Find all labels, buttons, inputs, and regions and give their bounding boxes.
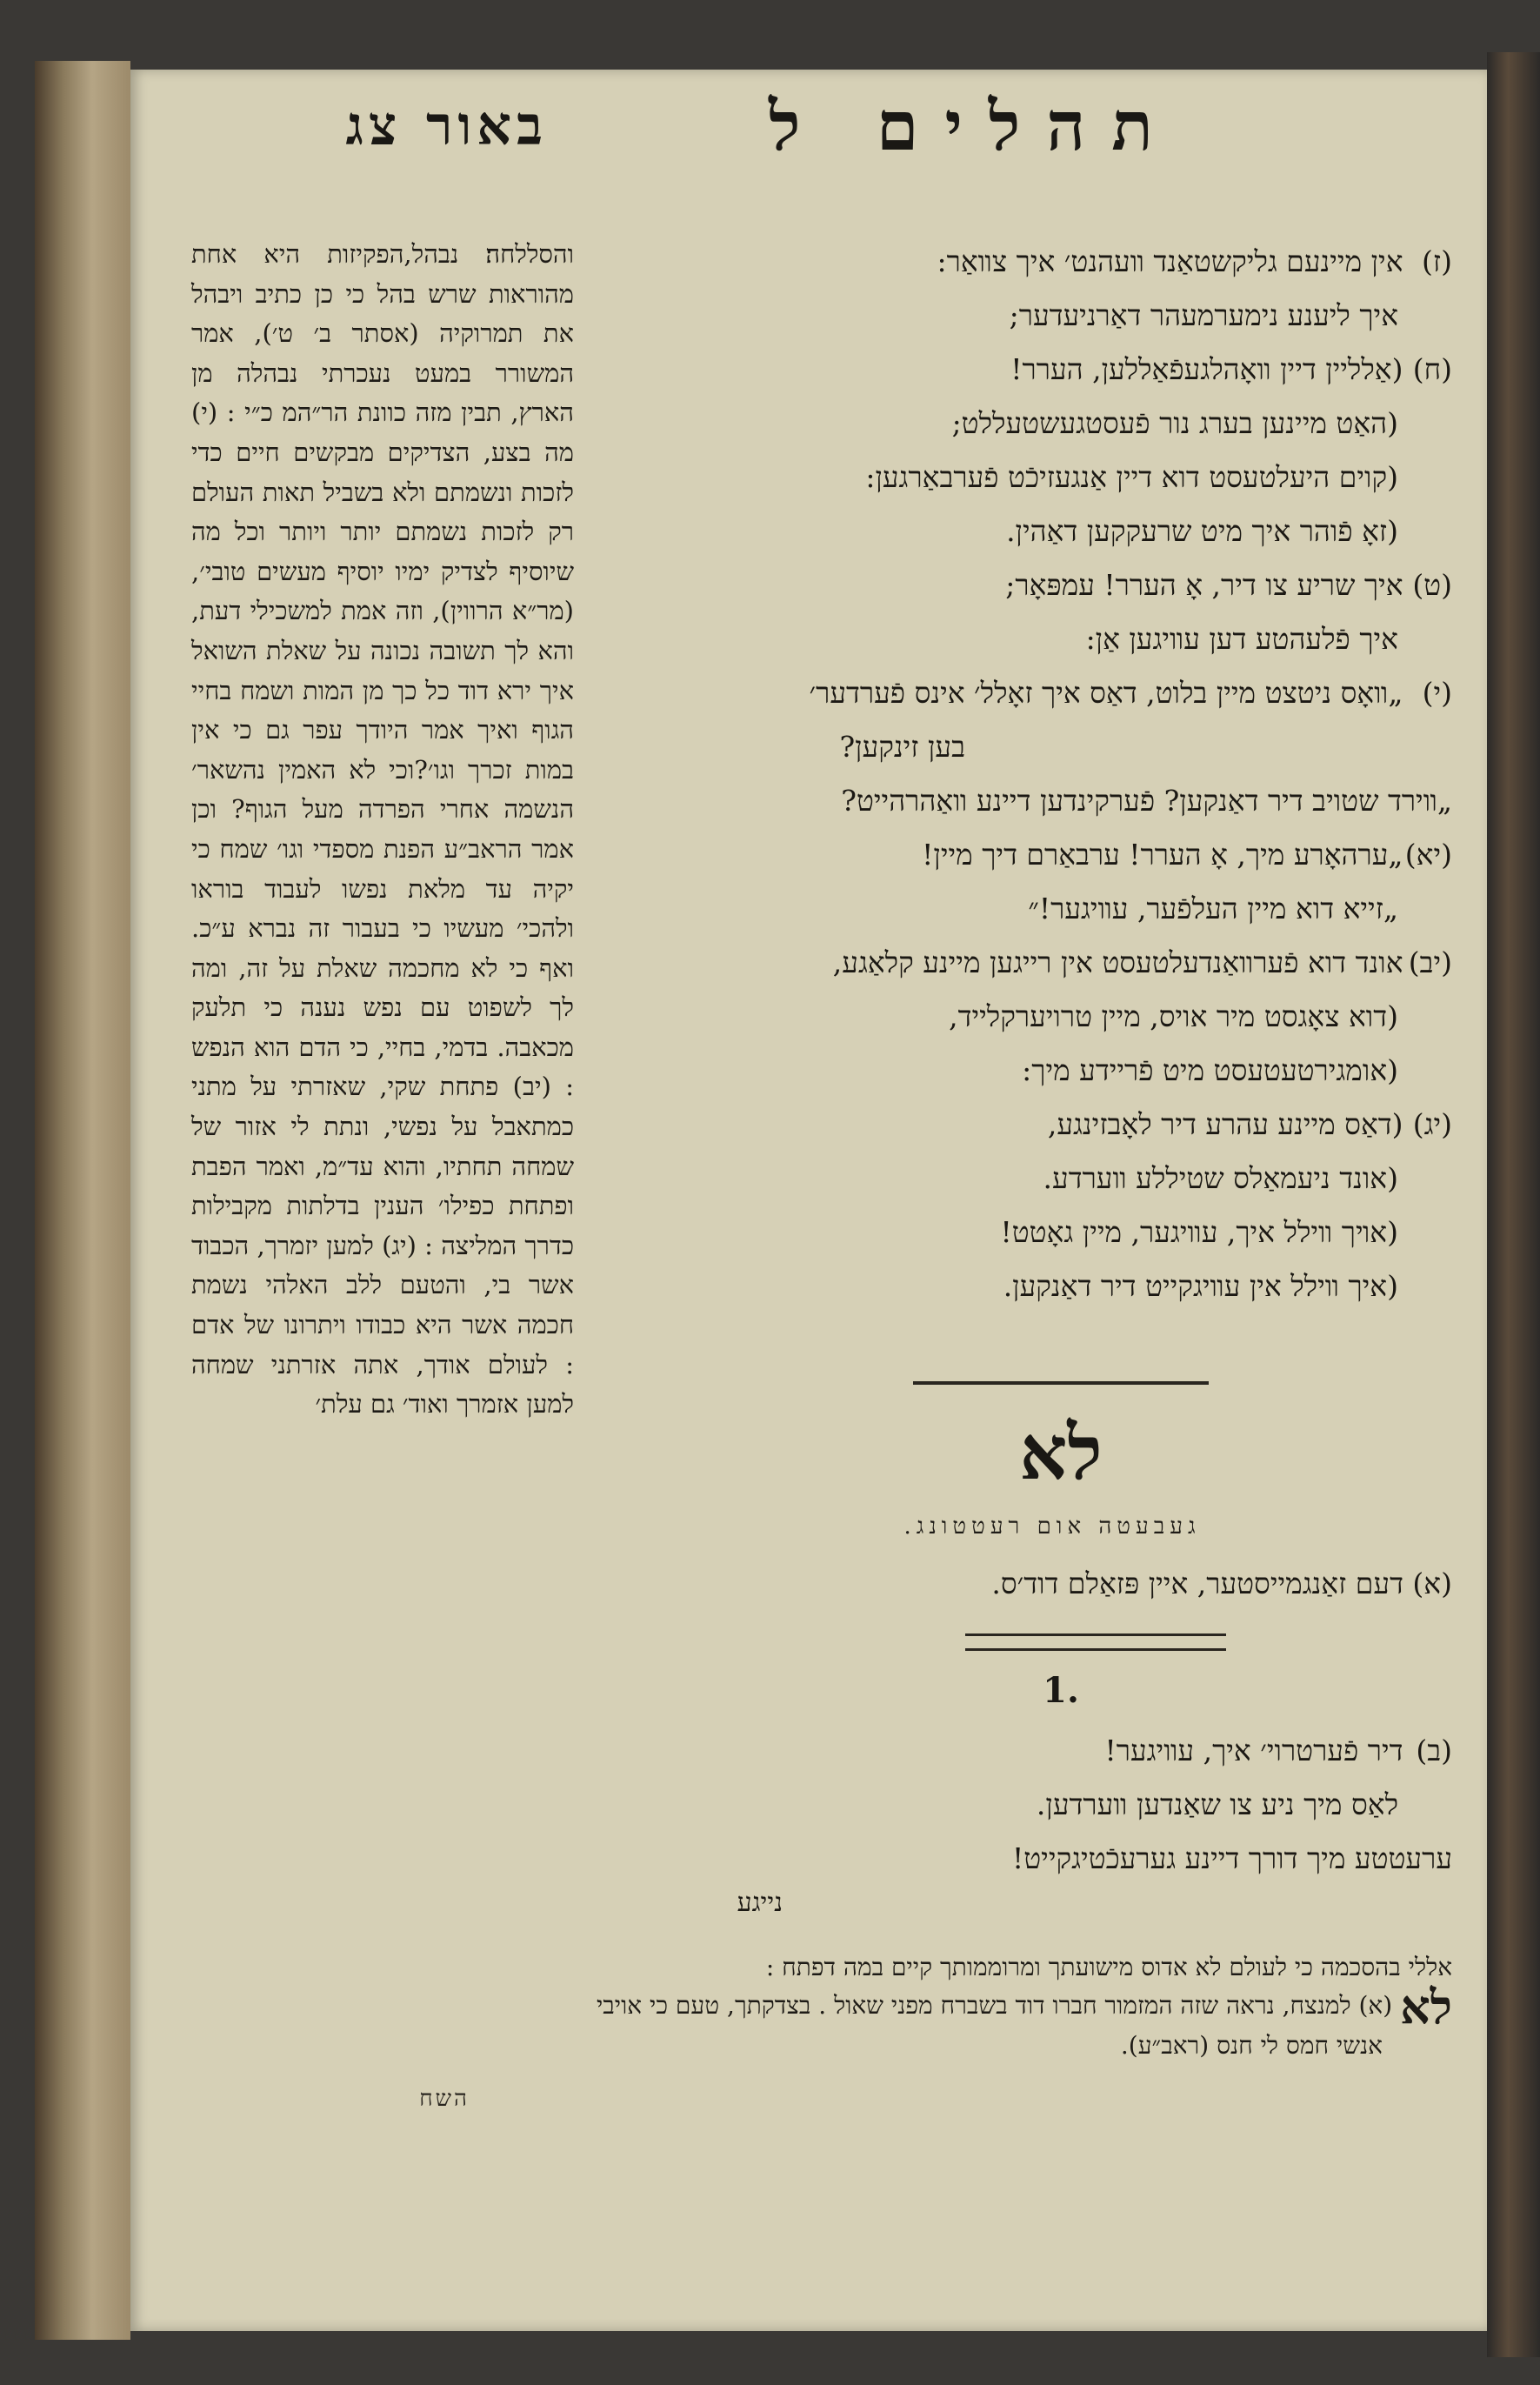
verse-line xyxy=(643,1832,1452,1886)
verse-line xyxy=(643,936,1452,990)
verse-line xyxy=(643,1778,1452,1832)
verse-text: (איך װילל אין עװיגקייט דיר דאַנקען. xyxy=(1003,1269,1398,1303)
verse-text: (אַלליין דיין װאָהלגעפֿאַללען, הערר! xyxy=(1010,352,1403,386)
verse-text: לאַס מיך ניע צו שאַנדען װערדען. xyxy=(1036,1787,1398,1821)
verse-number: (ז) xyxy=(1422,244,1452,278)
verse-text: איך פֿלעהטע דען עװיגען אַן: xyxy=(1085,622,1398,656)
book-edge xyxy=(35,61,130,2340)
verse-number: (ב) xyxy=(1416,1734,1452,1767)
psalm-number: לא xyxy=(1019,1409,1103,1497)
verse-number: (י) xyxy=(1422,676,1452,710)
verse-text: (דוא צאָגסט מיר אויס, מיין טרויערקלייד, xyxy=(949,999,1398,1033)
psalm-30-verses xyxy=(643,235,1452,1313)
footnote-line xyxy=(313,1979,1452,2035)
psalm-superscription: געבעטה אום רעטטונג. xyxy=(903,1513,1201,1540)
section-number: 1. xyxy=(1043,1670,1079,1711)
verse-text: (זאָ פֿוהר איך מיט שרעקקען דאַהין. xyxy=(1006,514,1398,548)
verse-line xyxy=(643,397,1452,451)
psalm-31-verses xyxy=(643,1724,1452,1886)
verse-text: (אונד ניעמאַלס שטיללע װערדע. xyxy=(1043,1161,1398,1195)
psalm-dedication: (א) דעם זאַנגמייסטער, איין פּזאַלם דוד׳ס. xyxy=(991,1567,1452,1600)
verse-line xyxy=(643,504,1452,558)
verse-line xyxy=(643,1098,1452,1152)
verse-line xyxy=(643,720,1452,774)
verse-line xyxy=(643,451,1452,504)
footnote-line-text: (א) למנצח, נראה שזה המזמור חברו דוד בשברח מפני שאול . בצדקתך, טעם כי אויבי xyxy=(596,1991,1393,2020)
printer-signature: השח xyxy=(419,2086,470,2112)
verse-line xyxy=(643,1206,1452,1259)
verse-text: (אױך װילל איך, עװיגער, מיין גאָטט! xyxy=(1000,1215,1398,1249)
verse-text: איך שריע צו דיר, אָ הערר! עמפּאָר; xyxy=(1005,568,1403,602)
verse-line xyxy=(643,882,1452,936)
verse-number: (יב) xyxy=(1408,945,1452,979)
verse-line xyxy=(643,612,1452,666)
verse-line xyxy=(643,235,1452,289)
verse-text: בען זינקען? xyxy=(839,730,965,764)
verse-text: „װירד שטויב דיר דאַנקען? פֿערקינדען דיינע װאַהרהייט? xyxy=(841,784,1452,818)
commentary-column xyxy=(191,235,574,1425)
verse-text: „ערהאָרע מיך, אָ הערר! ערבאַרם דיך מיין! xyxy=(922,838,1403,872)
section-divider xyxy=(913,1381,1209,1385)
verse-number: (ח) xyxy=(1412,352,1452,386)
verse-text: „װאָס ניטצט מיין בלוט, דאַס איך זאָלל׳ אינס פֿערדער׳ xyxy=(809,676,1403,710)
adjacent-page-edge xyxy=(1487,52,1540,2357)
verse-text: (דאַס מיינע עהרע דיר לאָבזינגע, xyxy=(1047,1107,1403,1141)
running-title: תהלים ל xyxy=(769,87,1179,166)
double-rule xyxy=(965,1633,1226,1651)
verse-line xyxy=(643,558,1452,612)
footnote-marker: לא xyxy=(1400,1979,1452,2035)
verse-line xyxy=(643,666,1452,720)
verse-line xyxy=(643,774,1452,828)
verse-text: איך ליענע נימערמעהר דאַרניעדער; xyxy=(1009,298,1398,332)
footnote-line: אללי בהסכמה כי לעולם לא אדוס מישועתך ומרוממותך קיים במה דפתח : xyxy=(765,1953,1452,1981)
verse-text: ערעטטע מיך דורך דיינע גערעכֿטיגקייט! xyxy=(1011,1841,1452,1875)
verse-text: (קוים היעלטעסט דוא דיין אַנגעזיכֿט פֿערבאַרגען: xyxy=(865,460,1398,494)
commentary-paragraph: והסללחה׃ נבהל,הפקיזות היא אחת מהוראות שרש בהל כי כן כתיב ויבהל את תמרוקיה (אסתר ב׳ ט׳), אמר המשורר במעט נעכרתי נבהלה מן הארץ, תבין מזה כוונת הר״המ כ״י : (י) מה בצע, הצדיקים מבקשים חיים כדי לזכות ונשמתם ולא בשביל תאות העולם רק לזכות נשמתם יותר ויותר וכל מה שיוסיף לצדיק ימיו יוסיף מעשים טובי׳, (מר״א הרווין), וזה אמת למשכילי דעת, והא לך תשובה נכונה על שאלת השואל איך ירא דוד כל כך מן המות ושמח בחיי הגוף ואיך אמר היודך עפר גם כי אין במות זכרך וגו׳?וכי לא האמין נהשאר׳ הנשמה אחרי הפרדה מעל הגוף? וכן אמר הראב״ע הפנת מספדי וגו׳ שמח כי יקיה עד מלאת נפשו לעבוד בוראו ולהכי׳ מעשיו כי בעבור זה נברא ע״כ. ואף כי לא מחכמה שאלת על זה, ומה לך לשפוט עם נפש נענה כי תלעק מכאבה. בדמי, בחיי, כי הדם הוא הנפש : (יב) פתחת שקי, שאזרתי על מתני כמתאבל על נפשי, ונתת לי אזור של שמחה תחתיו, והוא עד״מ, ואמר הפבת ופתחת כפילו׳ הענין בדלתות מקבילות כדרך המליצה : (יג) למען יזמרך, הכבוד אשר בי, והטעם ללב האלהי נשמת חכמה אשר היא כבודו ויתרונו של אדם : לעולם אודך, אתה אזרתני שמחה למען אזמרך ואוד׳ גם עלת׳ xyxy=(191,239,574,1420)
commentary-title: באור צג xyxy=(345,94,548,157)
verse-text: דיר פֿערטרוי׳ איך, עװיגער! xyxy=(1104,1734,1403,1767)
verse-line xyxy=(643,1259,1452,1313)
verse-line xyxy=(643,1044,1452,1098)
verse-text: אונד דוא פֿערװאַנדעלטעסט אין רייגען מיינע קלאַגע, xyxy=(832,945,1403,979)
verse-line xyxy=(643,343,1452,397)
verse-line xyxy=(643,990,1452,1044)
verse-text: (אומגירטעטעסט מיט פֿריידע מיך: xyxy=(1022,1053,1398,1087)
verse-line xyxy=(643,1724,1452,1778)
footnote-line: אנשי חמס לי חנס (ראב״ע). xyxy=(1120,2030,1383,2060)
verse-line xyxy=(643,1152,1452,1206)
verse-text: אין מיינעם גליקשטאַנד װעהנט׳ איך צװאַר: xyxy=(937,244,1403,278)
verse-number: (יג) xyxy=(1412,1107,1452,1141)
verse-line xyxy=(643,828,1452,882)
verse-number: (יא) xyxy=(1404,838,1452,872)
verse-text: „זייא דוא מיין העלפֿער, עװיגער!״ xyxy=(1028,892,1398,925)
verse-number: (ט) xyxy=(1412,568,1452,602)
catchword: נייגע xyxy=(737,1887,783,1918)
footnote xyxy=(313,1948,1452,2065)
verse-line xyxy=(643,289,1452,343)
verse-text: (האַט מיינען בערג נור פֿעסטגעשטעללט; xyxy=(951,406,1398,440)
